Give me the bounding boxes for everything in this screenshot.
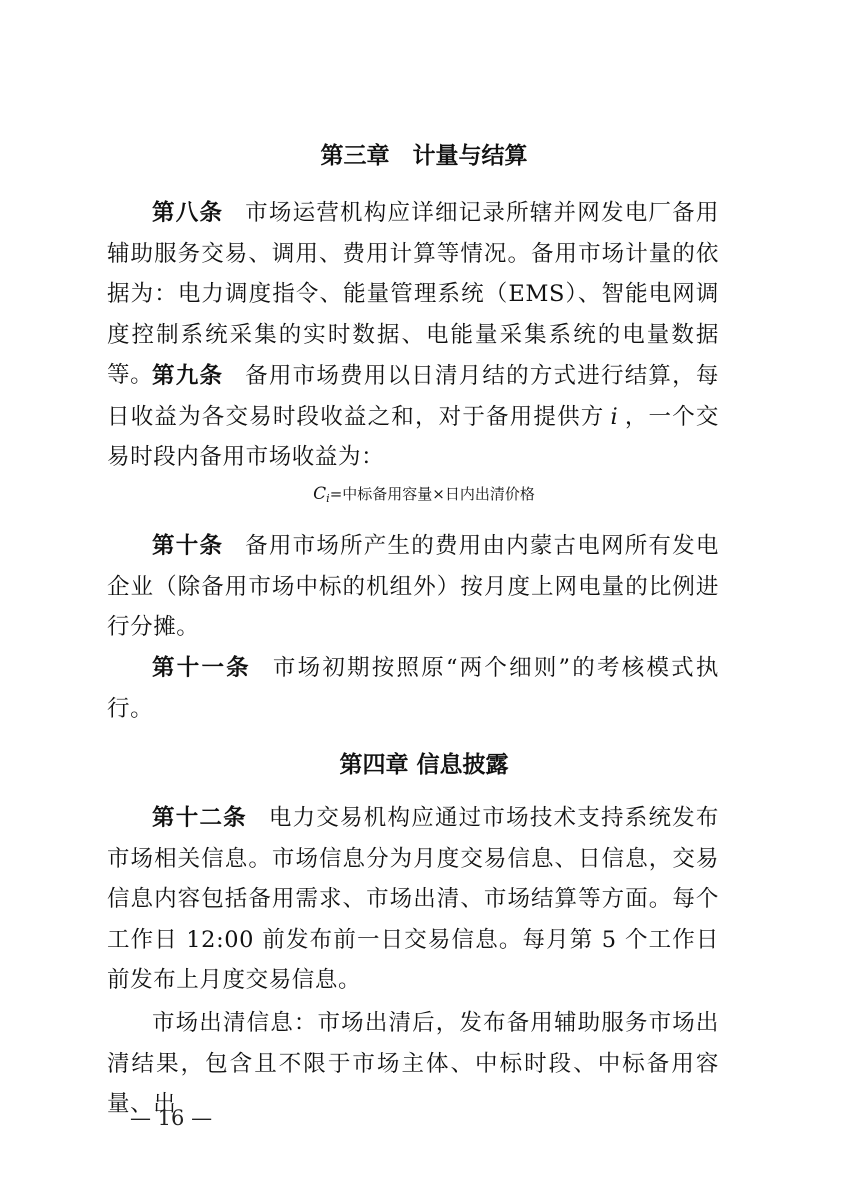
article-9-text-before: 备用市场费用以日清月结的方式进行结算，每日收益为各交易时段收益之和，对于备用提供方 xyxy=(107,363,719,430)
revenue-formula xyxy=(0,484,848,509)
chapter-4-heading: 第四章 信息披露 xyxy=(339,752,509,778)
formula-subscript: i xyxy=(326,492,330,505)
formula-rhs: =中标备用容量×日内出清价格 xyxy=(329,485,535,503)
article-8-text: 市场运营机构应详细记录所辖并网发电厂备用辅助服务交易、调用、费用计算等情况。备用市场计量的依据为：电力调度指令、能量管理系统（EMS）、智能电网调度控制系统采集的实时数据、电能量采集系统的电量数据等。 xyxy=(107,200,719,388)
article-12-paragraph xyxy=(107,798,719,1001)
page-number: — 16 — xyxy=(130,1106,213,1130)
article-10-paragraph xyxy=(107,526,719,648)
article-11-label: 第十一条 xyxy=(152,655,251,681)
article-12-label: 第十二条 xyxy=(152,805,247,831)
article-10-text: 备用市场所产生的费用由内蒙古电网所有发电企业（除备用市场中标的机组外）按月度上网电量的比例进行分摊。 xyxy=(107,533,719,640)
article-8-label: 第八条 xyxy=(152,200,224,226)
article-9-label: 第九条 xyxy=(152,363,224,389)
chapter-3-heading: 第三章 计量与结算 xyxy=(320,143,528,169)
article-9-variable: i xyxy=(610,403,619,430)
clearing-info-paragraph: 市场出清信息：市场出清后，发布备用辅助服务市场出清结果，包含且不限于市场主体、中标时段、中标备用容量、出 xyxy=(107,1010,719,1117)
article-10-label: 第十条 xyxy=(152,533,224,559)
article-9-text-after: ，一个交易时段内备用市场收益为： xyxy=(107,403,720,470)
formula-symbol: C xyxy=(313,484,327,504)
article-9-paragraph xyxy=(107,356,719,478)
article-11-paragraph xyxy=(107,648,719,729)
article-11-text: 市场初期按照原“两个细则”的考核模式执行。 xyxy=(107,655,719,722)
article-12-text: 电力交易机构应通过市场技术支持系统发布市场相关信息。市场信息分为月度交易信息、日信息，交易信息内容包括备用需求、市场出清、市场结算等方面。每个工作日 12:00 前发布前一日交易信息。每月第 5 个工作日前发布上月度交易信息。 xyxy=(107,805,719,993)
